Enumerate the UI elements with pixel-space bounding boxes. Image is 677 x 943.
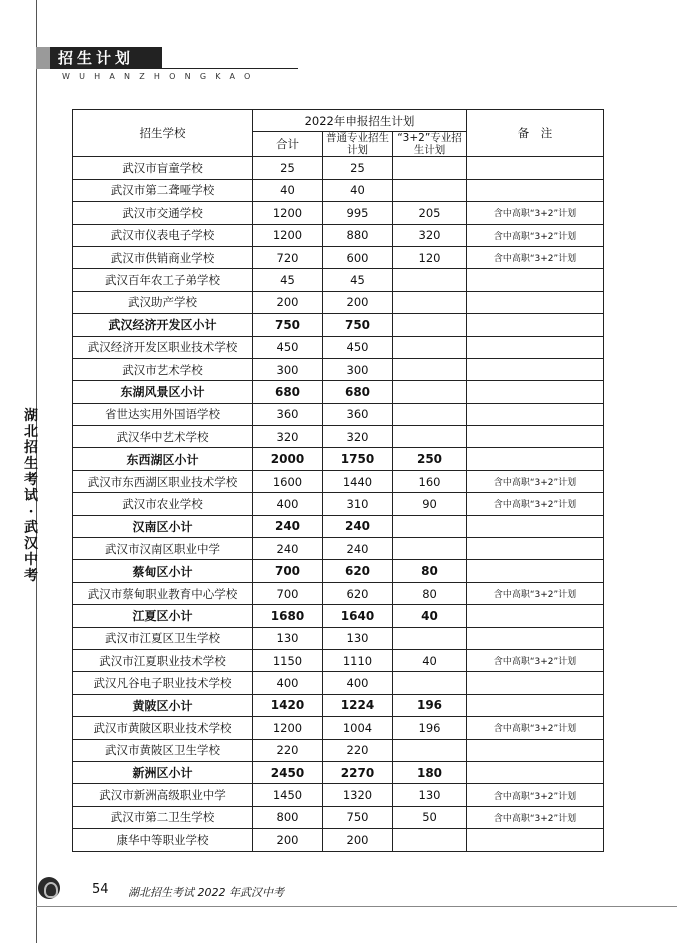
cell-note xyxy=(467,448,604,470)
cell-32: 196 xyxy=(393,694,467,716)
cell-school: 武汉市第二卫生学校 xyxy=(73,806,253,828)
col-school-header: 招生学校 xyxy=(73,110,253,157)
cell-note: 含中高职“3+2”计划 xyxy=(467,202,604,224)
header-grey-block xyxy=(36,47,50,69)
cell-32 xyxy=(393,381,467,403)
cell-school: 武汉凡谷电子职业技术学校 xyxy=(73,672,253,694)
cell-general: 620 xyxy=(323,560,393,582)
cell-school: 武汉市供销商业学校 xyxy=(73,246,253,268)
table-row xyxy=(73,246,604,268)
cell-total: 450 xyxy=(253,336,323,358)
table-row xyxy=(73,538,604,560)
cell-note: 含中高职“3+2”计划 xyxy=(467,470,604,492)
cell-total: 2000 xyxy=(253,448,323,470)
cell-32 xyxy=(393,291,467,313)
subtotal-row xyxy=(73,448,604,470)
cell-general: 995 xyxy=(323,202,393,224)
cell-school: 武汉市东西湖区职业技术学校 xyxy=(73,470,253,492)
col-total-header: 合计 xyxy=(253,132,323,157)
cell-school: 江夏区小计 xyxy=(73,605,253,627)
cell-32 xyxy=(393,358,467,380)
cell-32 xyxy=(393,403,467,425)
header-rule xyxy=(162,68,298,69)
cell-note xyxy=(467,426,604,448)
cell-school: 武汉市第二聋哑学校 xyxy=(73,179,253,201)
cell-32: 196 xyxy=(393,717,467,739)
cell-note xyxy=(467,538,604,560)
cell-general: 1750 xyxy=(323,448,393,470)
cell-total: 400 xyxy=(253,493,323,515)
cell-note: 含中高职“3+2”计划 xyxy=(467,246,604,268)
cell-school: 武汉华中艺术学校 xyxy=(73,426,253,448)
cell-general: 620 xyxy=(323,582,393,604)
cell-school: 武汉市农业学校 xyxy=(73,493,253,515)
cell-school: 东湖风景区小计 xyxy=(73,381,253,403)
cell-32: 50 xyxy=(393,806,467,828)
cell-school: 康华中等职业学校 xyxy=(73,829,253,851)
subtotal-row xyxy=(73,761,604,783)
cell-total: 1600 xyxy=(253,470,323,492)
cell-note xyxy=(467,314,604,336)
cell-school: 武汉经济开发区职业技术学校 xyxy=(73,336,253,358)
cell-note: 含中高职“3+2”计划 xyxy=(467,784,604,806)
cell-total: 200 xyxy=(253,829,323,851)
cell-general: 1640 xyxy=(323,605,393,627)
cell-note xyxy=(467,761,604,783)
cell-32 xyxy=(393,314,467,336)
cell-note xyxy=(467,560,604,582)
cell-32: 160 xyxy=(393,470,467,492)
cell-32: 130 xyxy=(393,784,467,806)
table-row xyxy=(73,157,604,179)
footer-rule xyxy=(36,906,677,907)
cell-32 xyxy=(393,515,467,537)
subtotal-row xyxy=(73,515,604,537)
table-row xyxy=(73,582,604,604)
cell-school: 武汉助产学校 xyxy=(73,291,253,313)
cell-general: 220 xyxy=(323,739,393,761)
cell-total: 750 xyxy=(253,314,323,336)
cell-general: 300 xyxy=(323,358,393,380)
cell-32 xyxy=(393,538,467,560)
cell-school: 武汉市黄陂区卫生学校 xyxy=(73,739,253,761)
cell-general: 1440 xyxy=(323,470,393,492)
cell-general: 1320 xyxy=(323,784,393,806)
vertical-magazine-title: 湖北招生考试·武汉中考 xyxy=(24,408,38,584)
cell-total: 1680 xyxy=(253,605,323,627)
footer-publication: 湖北招生考试 2022 年武汉中考 xyxy=(128,886,284,899)
cell-note xyxy=(467,269,604,291)
cell-total: 1420 xyxy=(253,694,323,716)
cell-32: 80 xyxy=(393,582,467,604)
cell-school: 武汉市交通学校 xyxy=(73,202,253,224)
cell-note: 含中高职“3+2”计划 xyxy=(467,224,604,246)
cell-note xyxy=(467,403,604,425)
cell-general: 200 xyxy=(323,291,393,313)
table-row xyxy=(73,224,604,246)
cell-note xyxy=(467,336,604,358)
table-row xyxy=(73,269,604,291)
cell-general: 310 xyxy=(323,493,393,515)
cell-note xyxy=(467,694,604,716)
table-row xyxy=(73,739,604,761)
cell-school: 省世达实用外国语学校 xyxy=(73,403,253,425)
col-general-header: 普通专业招生计划 xyxy=(323,132,393,157)
cell-total: 1200 xyxy=(253,202,323,224)
cell-general: 240 xyxy=(323,515,393,537)
table-row xyxy=(73,179,604,201)
cell-32: 250 xyxy=(393,448,467,470)
cell-note xyxy=(467,381,604,403)
cell-32 xyxy=(393,627,467,649)
cell-note xyxy=(467,627,604,649)
cell-general: 25 xyxy=(323,157,393,179)
cell-school: 武汉市江夏职业技术学校 xyxy=(73,649,253,671)
cell-total: 320 xyxy=(253,426,323,448)
cell-note xyxy=(467,179,604,201)
cell-total: 240 xyxy=(253,538,323,560)
cell-school: 武汉市蔡甸职业教育中心学校 xyxy=(73,582,253,604)
cell-32 xyxy=(393,157,467,179)
cell-note xyxy=(467,157,604,179)
table-row xyxy=(73,470,604,492)
cell-school: 武汉市黄陂区职业技术学校 xyxy=(73,717,253,739)
cell-general: 400 xyxy=(323,672,393,694)
cell-32 xyxy=(393,269,467,291)
cell-school: 武汉经济开发区小计 xyxy=(73,314,253,336)
table-row xyxy=(73,672,604,694)
cell-general: 450 xyxy=(323,336,393,358)
cell-school: 黄陂区小计 xyxy=(73,694,253,716)
cell-total: 220 xyxy=(253,739,323,761)
cell-general: 1004 xyxy=(323,717,393,739)
table-row xyxy=(73,358,604,380)
cell-note xyxy=(467,291,604,313)
cell-note: 含中高职“3+2”计划 xyxy=(467,717,604,739)
cell-school: 新洲区小计 xyxy=(73,761,253,783)
subtotal-row xyxy=(73,560,604,582)
cell-general: 240 xyxy=(323,538,393,560)
cell-total: 800 xyxy=(253,806,323,828)
cell-32: 40 xyxy=(393,649,467,671)
page-number: 54 xyxy=(92,882,109,897)
cell-total: 40 xyxy=(253,179,323,201)
table-row xyxy=(73,627,604,649)
table-row xyxy=(73,493,604,515)
cell-total: 130 xyxy=(253,627,323,649)
cell-total: 700 xyxy=(253,582,323,604)
cell-note xyxy=(467,605,604,627)
cell-32 xyxy=(393,336,467,358)
table-row xyxy=(73,649,604,671)
cell-32 xyxy=(393,829,467,851)
cell-general: 200 xyxy=(323,829,393,851)
cell-general: 600 xyxy=(323,246,393,268)
col-32-header: “3+2”专业招生计划 xyxy=(393,132,467,157)
table-row xyxy=(73,426,604,448)
enrollment-plan-table xyxy=(72,109,604,852)
cell-32: 205 xyxy=(393,202,467,224)
table-row xyxy=(73,717,604,739)
cell-school: 武汉百年农工子弟学校 xyxy=(73,269,253,291)
subtotal-row xyxy=(73,694,604,716)
cell-32: 120 xyxy=(393,246,467,268)
cell-note: 含中高职“3+2”计划 xyxy=(467,649,604,671)
cell-general: 750 xyxy=(323,806,393,828)
cell-general: 680 xyxy=(323,381,393,403)
cell-note xyxy=(467,739,604,761)
cell-total: 680 xyxy=(253,381,323,403)
cell-32 xyxy=(393,179,467,201)
cell-school: 武汉市新洲高级职业中学 xyxy=(73,784,253,806)
cell-general: 320 xyxy=(323,426,393,448)
table-row xyxy=(73,291,604,313)
cell-general: 40 xyxy=(323,179,393,201)
table-row xyxy=(73,784,604,806)
cell-school: 武汉市汉南区职业中学 xyxy=(73,538,253,560)
cell-note xyxy=(467,829,604,851)
plan-group-header: 2022年申报招生计划 xyxy=(253,110,467,132)
cell-32 xyxy=(393,426,467,448)
cell-32 xyxy=(393,739,467,761)
cell-note: 含中高职“3+2”计划 xyxy=(467,582,604,604)
cell-total: 1150 xyxy=(253,649,323,671)
cell-total: 1200 xyxy=(253,717,323,739)
cell-total: 360 xyxy=(253,403,323,425)
table-row xyxy=(73,806,604,828)
subtotal-row xyxy=(73,314,604,336)
cell-general: 45 xyxy=(323,269,393,291)
cell-note xyxy=(467,358,604,380)
footer-logo-icon xyxy=(38,877,60,899)
cell-note xyxy=(467,672,604,694)
cell-note: 含中高职“3+2”计划 xyxy=(467,493,604,515)
section-title: 招生计划 xyxy=(58,49,135,67)
cell-total: 400 xyxy=(253,672,323,694)
table-row xyxy=(73,202,604,224)
cell-note xyxy=(467,515,604,537)
cell-32: 320 xyxy=(393,224,467,246)
cell-note: 含中高职“3+2”计划 xyxy=(467,806,604,828)
cell-general: 130 xyxy=(323,627,393,649)
col-note-header: 备 注 xyxy=(467,110,604,157)
cell-school: 武汉市艺术学校 xyxy=(73,358,253,380)
cell-total: 300 xyxy=(253,358,323,380)
section-subtitle: WUHANZHONGKAO xyxy=(62,72,260,81)
table-row xyxy=(73,403,604,425)
table-row xyxy=(73,336,604,358)
cell-total: 1450 xyxy=(253,784,323,806)
cell-32: 80 xyxy=(393,560,467,582)
cell-total: 25 xyxy=(253,157,323,179)
cell-school: 武汉市仪表电子学校 xyxy=(73,224,253,246)
cell-general: 2270 xyxy=(323,761,393,783)
cell-school: 武汉市盲童学校 xyxy=(73,157,253,179)
cell-32: 40 xyxy=(393,605,467,627)
cell-general: 750 xyxy=(323,314,393,336)
subtotal-row xyxy=(73,381,604,403)
cell-32: 90 xyxy=(393,493,467,515)
cell-total: 2450 xyxy=(253,761,323,783)
cell-general: 1110 xyxy=(323,649,393,671)
cell-32 xyxy=(393,672,467,694)
cell-school: 东西湖区小计 xyxy=(73,448,253,470)
cell-total: 200 xyxy=(253,291,323,313)
cell-general: 1224 xyxy=(323,694,393,716)
table-row xyxy=(73,829,604,851)
cell-school: 蔡甸区小计 xyxy=(73,560,253,582)
cell-general: 360 xyxy=(323,403,393,425)
cell-total: 45 xyxy=(253,269,323,291)
cell-school: 汉南区小计 xyxy=(73,515,253,537)
cell-school: 武汉市江夏区卫生学校 xyxy=(73,627,253,649)
subtotal-row xyxy=(73,605,604,627)
cell-total: 240 xyxy=(253,515,323,537)
cell-general: 880 xyxy=(323,224,393,246)
cell-total: 720 xyxy=(253,246,323,268)
cell-total: 700 xyxy=(253,560,323,582)
cell-32: 180 xyxy=(393,761,467,783)
cell-total: 1200 xyxy=(253,224,323,246)
